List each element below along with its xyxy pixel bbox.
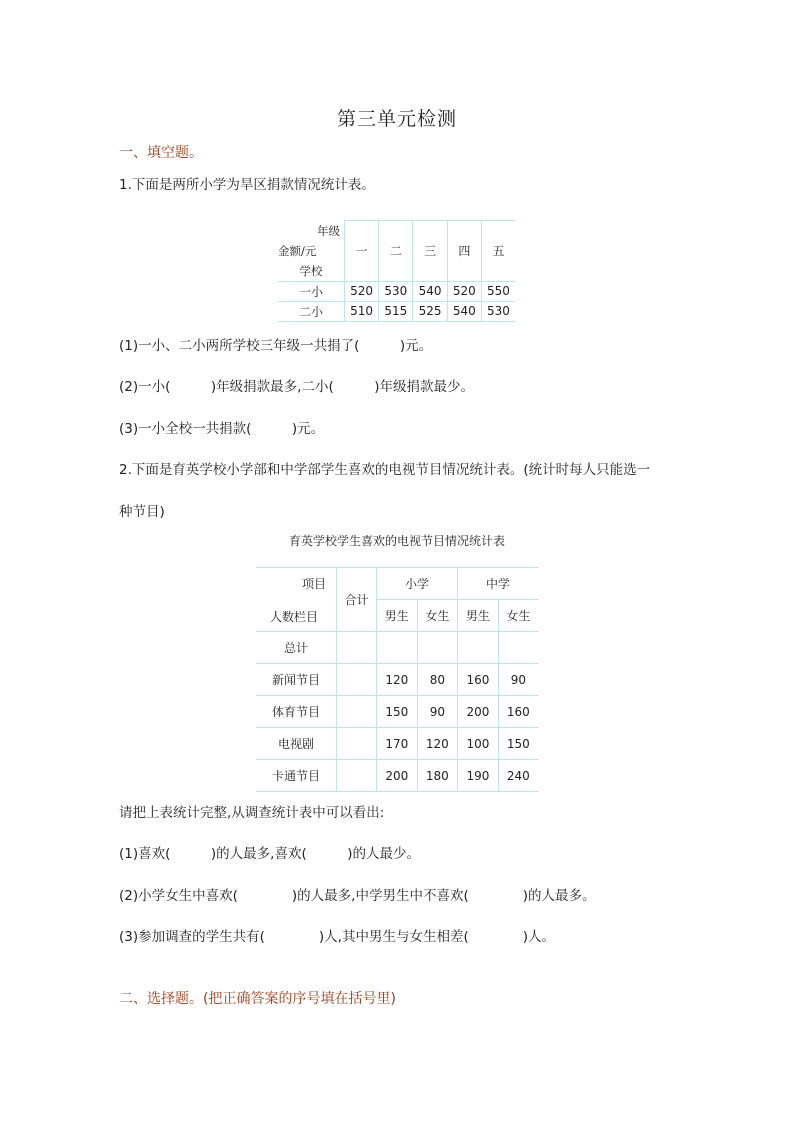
question-2-sub-1: (1)喜欢( )的人最多,喜欢( )的人最少。 bbox=[119, 846, 420, 862]
table-row bbox=[256, 696, 538, 728]
group-header-middle: 中学 bbox=[458, 568, 538, 600]
table-cell: 525 bbox=[413, 301, 447, 321]
table-row bbox=[256, 632, 538, 664]
table-cell bbox=[377, 632, 418, 664]
row-label: 体育节目 bbox=[256, 696, 337, 728]
grade-header: 四 bbox=[447, 221, 481, 282]
table-cell: 540 bbox=[447, 301, 481, 321]
row-label: 卡通节目 bbox=[256, 760, 337, 792]
grade-header: 一 bbox=[345, 221, 379, 282]
table-cell: 90 bbox=[417, 696, 458, 728]
table-cell: 80 bbox=[417, 664, 458, 696]
gender-header: 男生 bbox=[458, 600, 499, 632]
table-cell: 150 bbox=[377, 696, 418, 728]
corner-label-grade: 年级 bbox=[317, 223, 340, 238]
tv-program-table bbox=[256, 567, 538, 792]
table-cell: 160 bbox=[458, 664, 499, 696]
table-caption: 育英学校学生喜欢的电视节目情况统计表 bbox=[288, 534, 505, 548]
table-cell: 90 bbox=[498, 664, 538, 696]
table-cell: 100 bbox=[458, 728, 499, 760]
table-cell bbox=[458, 632, 499, 664]
table-cell: 550 bbox=[481, 281, 515, 301]
table-cell: 200 bbox=[458, 696, 499, 728]
corner-label-people: 人数栏目 bbox=[270, 609, 319, 624]
table-cell: 520 bbox=[345, 281, 379, 301]
table-corner-header bbox=[278, 221, 345, 282]
table-cell: 150 bbox=[498, 728, 538, 760]
question-1-sub-1: (1)一小、二小两所学校三年级一共捐了( )元。 bbox=[119, 338, 433, 354]
table-cell: 515 bbox=[379, 301, 413, 321]
corner-label-amount: 金额/元 bbox=[278, 243, 317, 258]
group-header-primary: 小学 bbox=[377, 568, 458, 600]
question-2-text-line-2: 种节目) bbox=[119, 504, 165, 520]
table-cell bbox=[498, 632, 538, 664]
section-heading-fill-in: 一、填空题。 bbox=[119, 145, 203, 161]
question-1-sub-3: (3)一小全校一共捐款( )元。 bbox=[119, 421, 325, 437]
table-row bbox=[256, 728, 538, 760]
grade-header: 三 bbox=[413, 221, 447, 282]
table-cell: 540 bbox=[413, 281, 447, 301]
corner-label-school: 学校 bbox=[299, 263, 323, 278]
page-title: 第三单元检测 bbox=[336, 108, 457, 130]
question-1-sub-2: (2)一小( )年级捐款最多,二小( )年级捐款最少。 bbox=[119, 379, 474, 395]
gender-header: 女生 bbox=[498, 600, 538, 632]
school-label: 二小 bbox=[278, 301, 345, 321]
total-cell bbox=[337, 632, 377, 664]
total-cell bbox=[337, 760, 377, 792]
table-cell: 520 bbox=[447, 281, 481, 301]
question-2-sub-2: (2)小学女生中喜欢( )的人最多,中学男生中不喜欢( )的人最多。 bbox=[119, 888, 596, 904]
table-cell: 180 bbox=[417, 760, 458, 792]
table-cell: 240 bbox=[498, 760, 538, 792]
table-row bbox=[256, 760, 538, 792]
total-cell bbox=[337, 696, 377, 728]
table-cell: 200 bbox=[377, 760, 418, 792]
section-heading-multiple-choice: 二、选择题。(把正确答案的序号填在括号里) bbox=[119, 991, 396, 1007]
total-cell bbox=[337, 664, 377, 696]
grade-header: 五 bbox=[481, 221, 515, 282]
table-row bbox=[278, 301, 515, 321]
table-row bbox=[278, 281, 515, 301]
question-2-prompt: 请把上表统计完整,从调查统计表中可以看出: bbox=[119, 805, 385, 821]
table-cell: 120 bbox=[377, 664, 418, 696]
question-2-sub-3: (3)参加调查的学生共有( )人,其中男生与女生相差( )人。 bbox=[119, 929, 555, 945]
grade-header: 二 bbox=[379, 221, 413, 282]
row-label: 新闻节目 bbox=[256, 664, 337, 696]
table-row bbox=[256, 664, 538, 696]
school-label: 一小 bbox=[278, 281, 345, 301]
table-cell: 510 bbox=[345, 301, 379, 321]
total-column-header: 合计 bbox=[337, 568, 377, 632]
table-cell bbox=[417, 632, 458, 664]
table-cell: 170 bbox=[377, 728, 418, 760]
row-label: 总计 bbox=[256, 632, 337, 664]
question-2-text-line-1: 2.下面是育英学校小学部和中学部学生喜欢的电视节目情况统计表。(统计时每人只能选一 bbox=[119, 462, 651, 478]
question-1-text: 1.下面是两所小学为旱区捐款情况统计表。 bbox=[119, 177, 375, 193]
gender-header: 女生 bbox=[417, 600, 458, 632]
table-cell: 190 bbox=[458, 760, 499, 792]
gender-header: 男生 bbox=[377, 600, 418, 632]
table-cell: 160 bbox=[498, 696, 538, 728]
corner-label-item: 项目 bbox=[301, 576, 326, 591]
table-cell: 530 bbox=[481, 301, 515, 321]
table-cell: 530 bbox=[379, 281, 413, 301]
table-corner-header bbox=[256, 568, 337, 632]
row-label: 电视剧 bbox=[256, 728, 337, 760]
donation-table bbox=[278, 220, 515, 322]
total-cell bbox=[337, 728, 377, 760]
table-cell: 120 bbox=[417, 728, 458, 760]
